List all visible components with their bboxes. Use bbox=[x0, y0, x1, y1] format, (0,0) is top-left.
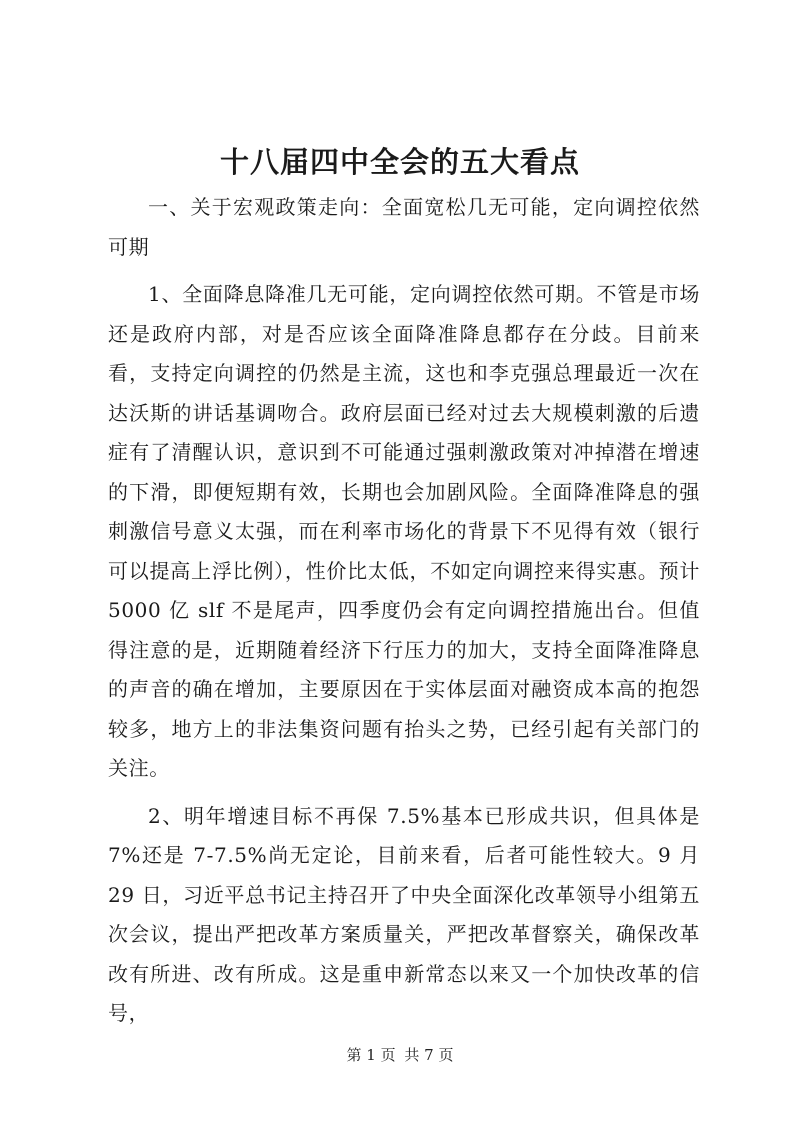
document-body bbox=[108, 188, 700, 1034]
page-number: 第 1 页 bbox=[346, 1046, 396, 1064]
paragraph-1: 1、全面降息降准几无可能，定向调控依然可期。不管是市场还是政府内部，对是否应该全面降准降息都存在分歧。目前来看，支持定向调控的仍然是主流，这也和李克强总理最近一次在达沃斯的讲话基调吻合。政府层面已经对过去大规模刺激的后遗症有了清醒认识，意识到不可能通过强刺激政策对冲掉潜在增速的下滑，即便短期有效，长期也会加剧风险。全面降准降息的强刺激信号意义太强，而在利率市场化的背景下不见得有效（银行可以提高上浮比例），性价比太低，不如定向调控来得实惠。预计 5000 亿 slf 不是尾声，四季度仍会有定向调控措施出台。但值得注意的是，近期随着经济下行压力的加大，支持全面降准降息的声音的确在增加，主要原因在于实体层面对融资成本高的抱怨较多，地方上的非法集资问题有抬头之势，已经引起有关部门的关注。 bbox=[108, 282, 700, 780]
paragraph-2: 2、明年增速目标不再保 7.5%基本已形成共识，但具体是 7%还是 7-7.5%尚无定论，目前来看，后者可能性较大。9 月 29 日，习近平总书记主持召开了中央全面深化改革领导小组第五次会议，提出严把改革方案质量关，严把改革督察关，确保改革改有所进、改有所成。这是重申新常态以来又一个加快改革的信号， bbox=[108, 803, 700, 1025]
section-heading: 一、关于宏观政策走向：全面宽松几无可能，定向调控依然可期 bbox=[108, 195, 700, 259]
document-title: 十八届四中全会的五大看点 bbox=[219, 145, 580, 179]
page-footer bbox=[0, 1045, 800, 1065]
page-total: 共 7 页 bbox=[404, 1046, 454, 1064]
